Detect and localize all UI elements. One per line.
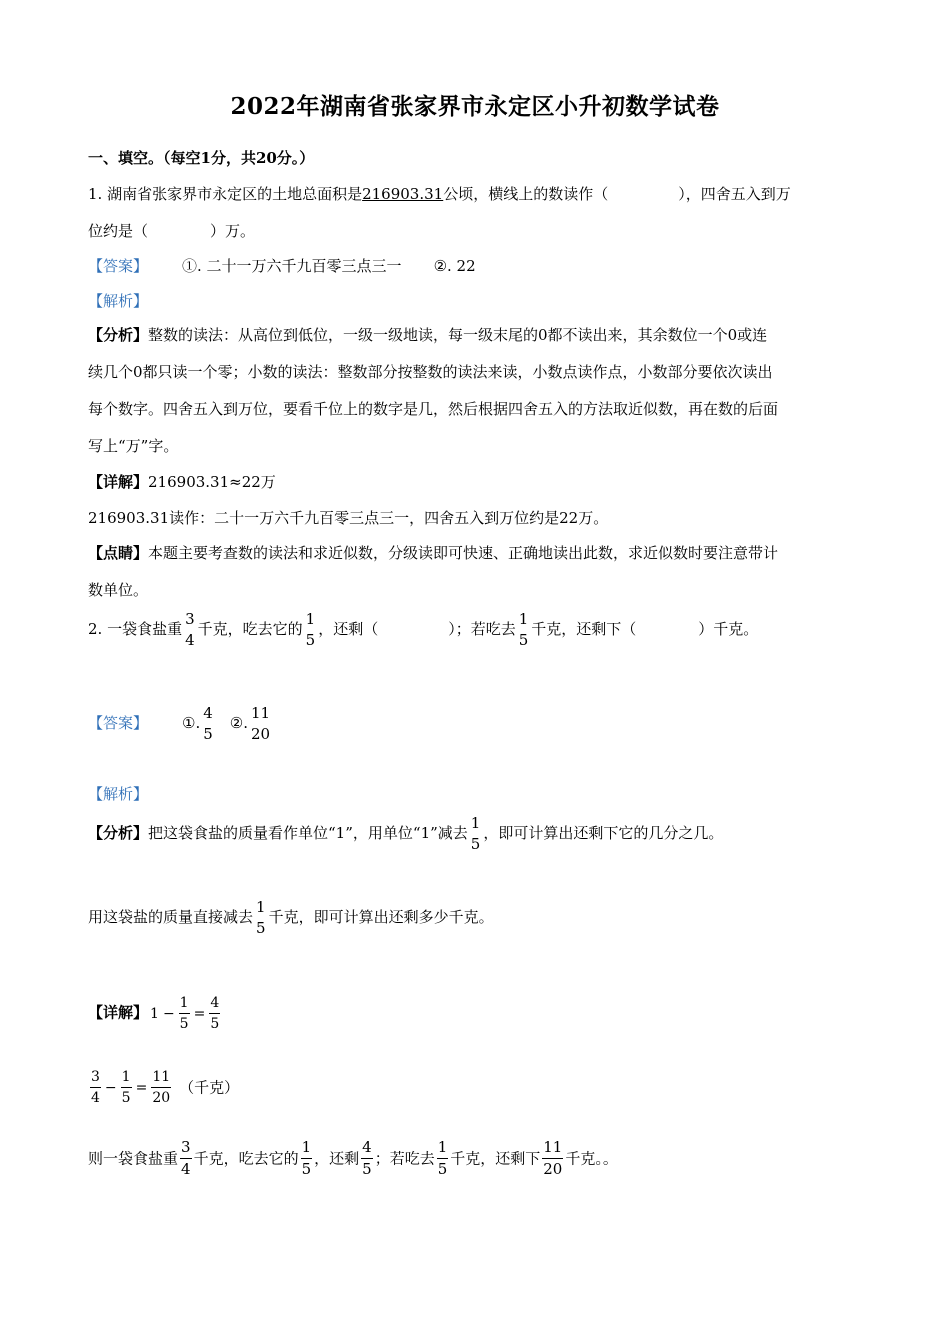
math-operator: − — [104, 1079, 117, 1096]
numerator: 1 — [301, 1138, 312, 1156]
analysis-text: 整数的读法：从高位到低位，一级一级地读，每一级末尾的0都不读出来，其余数位一个0或连 — [148, 326, 768, 344]
denominator: 20 — [543, 1160, 563, 1178]
numerator: 11 — [152, 1069, 171, 1085]
q1-jiexi-tag: 【解析】 — [88, 292, 149, 310]
q1-point-1 — [88, 543, 868, 563]
numerator: 1 — [179, 995, 189, 1011]
answer-label: ②. — [229, 714, 248, 732]
detail-tag: 【详解】 — [88, 1003, 149, 1022]
fraction — [121, 1070, 132, 1105]
unit-text: （千克） — [179, 1078, 240, 1097]
analysis-tag: 【分析】 — [88, 824, 149, 842]
answer-tag: 【答案】 — [88, 714, 149, 732]
fraction — [209, 996, 220, 1031]
fraction — [255, 900, 267, 936]
q1-text: 公顷，横线上的数读作（ — [443, 185, 609, 203]
fraction — [180, 1140, 192, 1177]
answer-label: ①. — [182, 714, 201, 732]
analysis-text: 千克，即可计算出还剩多少千克。 — [268, 908, 494, 926]
math-operator: = — [135, 1079, 148, 1096]
detail-text: 216903.31≈22万 — [148, 473, 276, 491]
numerator: 1 — [437, 1138, 448, 1156]
answer-tag: 【答案】 — [88, 257, 149, 275]
q1-analysis-1 — [88, 325, 868, 345]
fraction — [437, 1140, 449, 1177]
analysis-text: ，即可计算出还剩下它的几分之几。 — [483, 824, 724, 842]
q2-text: 千克，还剩下（ — [531, 620, 637, 638]
q1-line-1 — [88, 184, 868, 204]
conclusion-text: 千克。。 — [565, 1149, 618, 1168]
q2-text: 2. 一袋食盐重 — [88, 620, 183, 638]
fraction — [470, 816, 482, 852]
math-number: 1 — [150, 1005, 159, 1022]
fraction — [305, 612, 317, 648]
q2-analysis-1 — [88, 816, 868, 876]
q1-answer — [88, 256, 868, 276]
q2-question — [88, 612, 868, 672]
fraction — [301, 1140, 313, 1177]
q1-text: ），四舍五入到万 — [678, 185, 791, 203]
numerator: 11 — [251, 704, 271, 722]
numerator: 3 — [181, 1138, 191, 1156]
conclusion-text: ，还剩 — [314, 1149, 360, 1168]
conclusion-text: 则一袋食盐重 — [88, 1149, 179, 1168]
numerator: 4 — [203, 704, 213, 722]
q1-detail-2: 216903.31读作：二十一万六千九百零三点三一，四舍五入到万位约是22万。 — [88, 509, 609, 527]
q1-line-2 — [88, 221, 868, 241]
math-operator: = — [193, 1005, 206, 1022]
math-operator: − — [162, 1005, 175, 1022]
q2-detail-1 — [88, 996, 868, 1048]
q2-text: ）千克。 — [698, 620, 759, 638]
q1-text: ）万。 — [210, 222, 256, 240]
denominator: 5 — [518, 631, 529, 649]
q2-text: ，还剩（ — [318, 620, 379, 638]
q2-detail-2 — [88, 1070, 868, 1122]
numerator: 4 — [362, 1138, 372, 1156]
q1-point-2: 数单位。 — [88, 581, 149, 599]
denominator: 4 — [185, 631, 195, 649]
fraction — [151, 1070, 171, 1105]
denominator: 5 — [121, 1087, 132, 1105]
q2-conclusion — [88, 1140, 868, 1192]
point-tag: 【点睛】 — [88, 544, 149, 562]
q1-answer-1: ①. 二十一万六千九百零三点三一 — [182, 257, 402, 275]
denominator: 5 — [256, 919, 266, 937]
denominator: 5 — [362, 1160, 372, 1178]
q2-text: ）；若吃去 — [448, 620, 516, 638]
analysis-text: 用这袋盐的质量直接减去 — [88, 908, 254, 926]
denominator: 4 — [181, 1160, 191, 1178]
denominator: 5 — [470, 835, 481, 853]
q1-answer-2: ②. 22 — [433, 257, 476, 275]
fraction — [179, 996, 190, 1031]
analysis-tag: 【分析】 — [88, 326, 149, 344]
numerator: 1 — [121, 1069, 131, 1085]
denominator: 20 — [151, 1087, 171, 1105]
conclusion-text: 千克，吃去它的 — [193, 1149, 299, 1168]
point-text: 本题主要考查数的读法和求近似数，分级读即可快速、正确地读出此数，求近似数时要注意带计 — [148, 544, 779, 562]
fraction — [184, 612, 196, 648]
numerator: 11 — [543, 1138, 563, 1156]
fraction — [542, 1140, 563, 1177]
q1-text: 1. 湖南省张家界市永定区的土地总面积是 — [88, 185, 363, 203]
denominator: 20 — [251, 725, 271, 743]
q1-detail-1 — [88, 472, 868, 492]
denominator: 5 — [209, 1013, 220, 1031]
q1-analysis-3: 每个数字。四舍五入到万位，要看千位上的数字是几，然后根据四舍五入的方法取近似数，再在数的后面 — [88, 400, 779, 418]
numerator: 1 — [305, 610, 316, 628]
detail-tag: 【详解】 — [88, 473, 149, 491]
fraction — [250, 706, 271, 742]
q1-text: 位约是（ — [88, 222, 149, 240]
fraction — [518, 612, 530, 648]
conclusion-text: 千克，还剩下 — [450, 1149, 541, 1168]
denominator: 5 — [301, 1160, 312, 1178]
q2-answer — [88, 706, 868, 758]
page-title: 2022年湖南省张家界市永定区小升初数学试卷 — [230, 93, 720, 120]
section-heading: 一、填空。（每空1分，共20分。） — [88, 149, 315, 167]
fraction — [361, 1140, 373, 1177]
analysis-text: 把这袋食盐的质量看作单位“1”，用单位“1”减去 — [148, 824, 468, 842]
denominator: 4 — [90, 1087, 101, 1105]
q1-analysis-2: 续几个0都只读一个零；小数的读法：整数部分按整数的读法来读，小数点读作点，小数部分要依次读出 — [88, 363, 773, 381]
q2-analysis-2 — [88, 900, 868, 960]
denominator: 5 — [305, 631, 316, 649]
q1-analysis-4: 写上“万”字。 — [88, 437, 179, 455]
denominator: 5 — [203, 725, 213, 743]
fraction — [90, 1070, 101, 1105]
q2-jiexi-tag: 【解析】 — [88, 785, 149, 803]
denominator: 5 — [437, 1160, 448, 1178]
numerator: 3 — [185, 610, 195, 628]
numerator: 1 — [470, 814, 481, 832]
fraction — [202, 706, 214, 742]
q2-text: 千克，吃去它的 — [197, 620, 303, 638]
numerator: 4 — [210, 995, 220, 1011]
q1-underlined-number: 216903.31 — [362, 185, 444, 203]
denominator: 5 — [179, 1013, 190, 1031]
numerator: 3 — [91, 1069, 100, 1085]
numerator: 1 — [518, 610, 529, 628]
numerator: 1 — [256, 898, 266, 916]
conclusion-text: ；若吃去 — [374, 1149, 435, 1168]
